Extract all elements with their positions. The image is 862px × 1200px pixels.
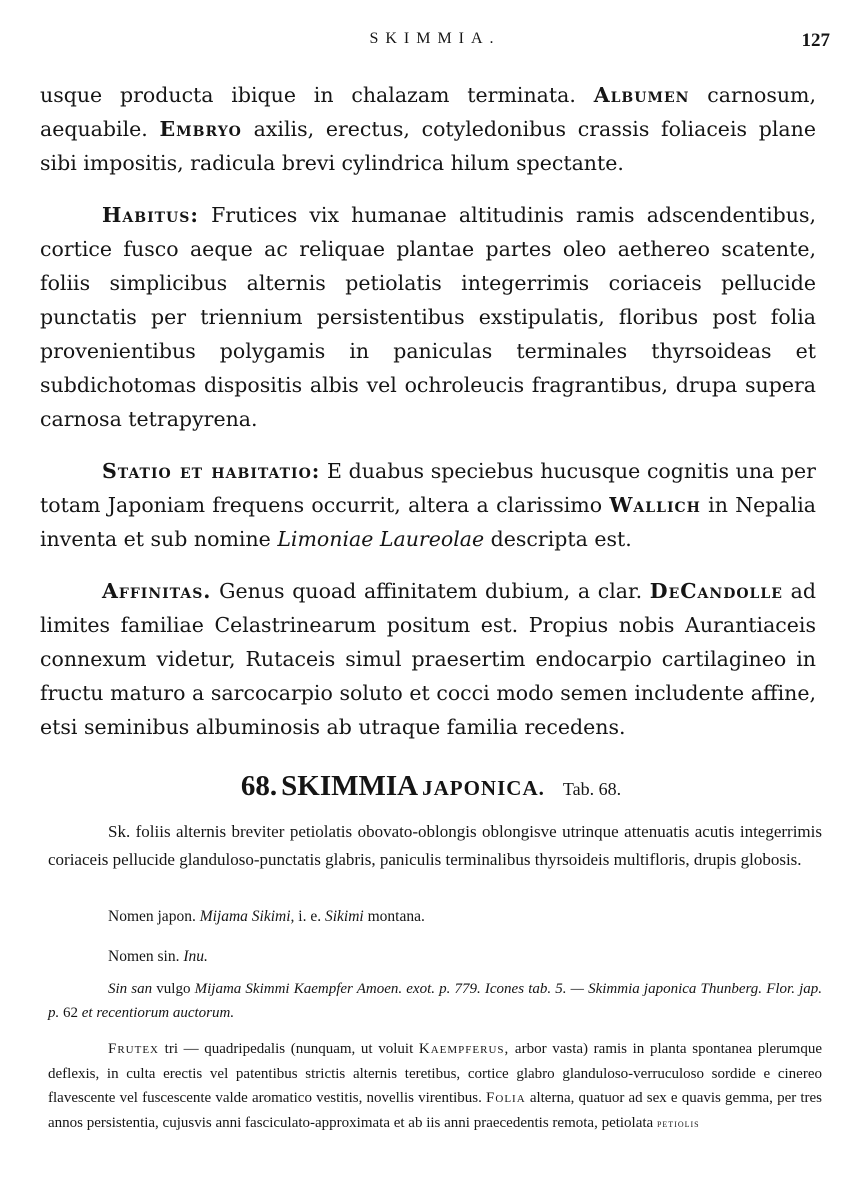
- description-text: alterna, quatuor ad sex e quavis gemma, per tres annos persistentia, cujusvis anni fasciculato-approximata et ab iis anni praecedentis remota, petiolata: [48, 1090, 823, 1131]
- description-text: arbor vasta) ramis in planta spontanea plerumque deflexis, in culta erectis vel patentibus strictis alternis teretibus, cortice glabro glanduloso-verruculoso sordide e cinereo flavescente vel fuscescente valde aromatico vestitis, novellis virentibus.: [48, 1041, 822, 1106]
- affinitas-paragraph: [40, 574, 816, 744]
- species-description: [48, 1037, 822, 1135]
- folia-label: Folia: [486, 1090, 526, 1106]
- habitus-paragraph: [40, 198, 816, 436]
- paragraph-text: descripta est.: [490, 527, 632, 551]
- frutex-label: Frutex: [108, 1041, 160, 1057]
- genus-name: SKIMMIA: [281, 770, 419, 802]
- description-text: tri — quadripedalis (nunquam, ut voluit: [164, 1041, 414, 1057]
- author-name: Wallich: [609, 493, 701, 517]
- japanese-name-line: [108, 908, 822, 926]
- statio-label: Statio et habitatio:: [102, 459, 321, 483]
- synonymy-block: [48, 977, 822, 1025]
- page-number: 127: [801, 30, 830, 51]
- vernacular-name: Sikimi: [324, 908, 364, 925]
- chinese-name-line: [108, 948, 822, 966]
- nomen-text: montana.: [367, 908, 425, 925]
- species-diagnosis: Sk. foliis alternis breviter petiolatis obovato-oblongis oblongisve utrinque attenuatis acutis integerrimis coriaceis pellucide glanduloso-punctatis glabris, paniculis terminalibus thyrsoideis multifloris, drupis globosis.: [48, 822, 822, 869]
- paragraph-text: Frutices vix humanae altitudinis ramis adscendentibus, cortice fusco aeque ac reliquae plantae partes oleo aethereo scatente, foliis simplicibus alternis petiolatis integerrimis coriaceis pellucide punctatis per triennium persistentibus exstipulatis, floribus post folia provenientibus polygamis in paniculas terminales thyrsoideas et subdichotomas dispositis albis vel ochroleucis fragrantibus, drupa supera carnosa tetrapyrena.: [40, 203, 816, 431]
- statio-paragraph: [40, 454, 816, 556]
- nomen-label: Nomen japon.: [108, 908, 196, 925]
- vernacular-name: Inu.: [183, 948, 208, 965]
- catchword: petiolis: [656, 1115, 700, 1130]
- running-title: SKIMMIA.: [369, 30, 501, 47]
- species-number: 68.: [240, 770, 278, 802]
- taxon-name: Limoniae Laureolae: [277, 527, 485, 551]
- nomen-label: Nomen sin.: [108, 948, 180, 965]
- synonym-text: vulgo: [156, 981, 191, 997]
- affinitas-label: Affinitas.: [102, 579, 212, 603]
- synonym-text: Mijama Skimmi Kaempfer Amoen. exot. p. 779. Icones tab. 5. — Skimmia japonica Thunberg. Flor. jap. p.: [48, 981, 823, 1021]
- paragraph-text: axilis, erectus, cotyledonibus crassis foliaceis plane sibi impositis, radicula brevi cylindrica hilum spectante.: [40, 117, 816, 175]
- embryo-label: Embryo: [159, 117, 242, 141]
- paragraph-text: E duabus speciebus hucusque cognitis una per totam Japoniam frequens occurrit, altera a clarissimo: [40, 459, 816, 517]
- synonym-text: et recentiorum auctorum.: [81, 1005, 235, 1021]
- albumen-label: Albumen: [593, 83, 690, 107]
- paragraph-text: carnosum, aequabile.: [40, 83, 816, 141]
- paragraph-text: in Nepalia inventa et sub nomine: [40, 493, 816, 551]
- synonym-text: 62: [63, 1005, 78, 1021]
- abbreviation: i. e.: [298, 908, 322, 925]
- paragraph-text: Genus quoad affinitatem dubium, a clar.: [219, 579, 643, 603]
- paragraph-text: usque producta ibique in chalazam terminata.: [40, 83, 576, 107]
- paragraph-text: ad limites familiae Celastrinearum positum est. Propius nobis Aurantiaceis connexum videtur, Rutaceis simul praesertim endocarpio cartilagineo in fructu maturo a sarcocarpio soluto et cocci modo semen includente affine, etsi seminibus albuminosis ab utraque familia recedens.: [40, 579, 816, 739]
- habitus-label: Habitus:: [102, 203, 199, 227]
- plate-reference: Tab. 68.: [562, 779, 622, 799]
- author-name: DeCandolle: [649, 579, 783, 603]
- genus-description: [40, 78, 816, 762]
- vernacular-name: Mijama Sikimi,: [199, 908, 295, 925]
- species-epithet: JAPONICA.: [422, 776, 545, 800]
- embryo-paragraph: [40, 78, 816, 180]
- author-name: Kaempferus,: [418, 1041, 510, 1057]
- page-header: [40, 30, 830, 60]
- species-heading: [0, 770, 862, 803]
- synonym-text: Sin san: [108, 981, 153, 997]
